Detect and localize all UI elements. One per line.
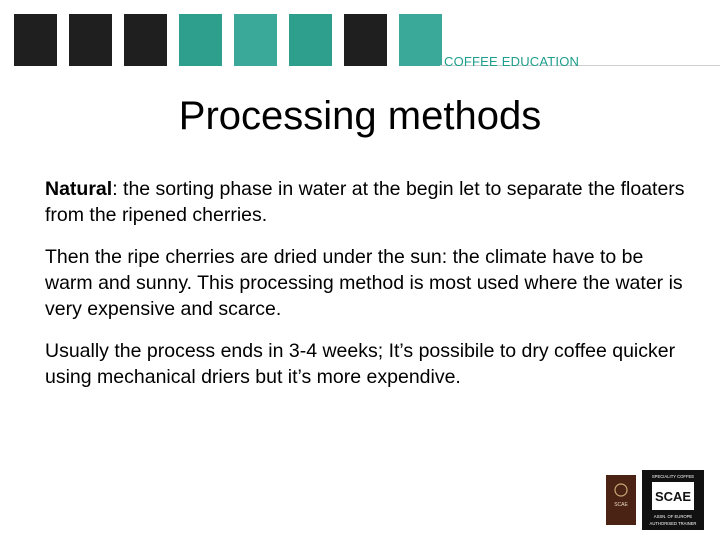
trainer-logo-line3: ASSN. OF EUROPE (653, 514, 693, 519)
banner-square (399, 14, 442, 66)
paragraph-duration: Usually the process ends in 3-4 weeks; It’s possibile to dry coffee quicker using mechanical driers but it’s more expendive. (45, 340, 676, 388)
paragraph-natural (45, 176, 695, 228)
authorised-trainer-logo (642, 470, 704, 530)
scae-diploma-logo (606, 475, 636, 525)
banner-square (289, 14, 332, 66)
trainer-logo-line1: SPECIALITY COFFEE (651, 474, 695, 479)
header-banner (0, 0, 720, 70)
banner-square (234, 14, 277, 66)
slide-body (45, 176, 695, 406)
slide-title: Processing methods (178, 94, 542, 138)
banner-square (179, 14, 222, 66)
banner-square (344, 14, 387, 66)
trainer-logo-line4: AUTHORISED TRAINER (649, 521, 697, 526)
banner-square (14, 14, 57, 66)
trainer-logo-line2: SCAE (654, 489, 692, 504)
natural-description: : the sorting phase in water at the begin let to separate the floaters from the ripened cherries. (45, 178, 685, 226)
banner-label: COFFEE EDUCATION (444, 54, 580, 69)
footer-logos (606, 470, 706, 530)
paragraph-sun-drying: Then the ripe cherries are dried under the sun: the climate have to be warm and sunny. This processing method is most used where the water is very expensive and scarce. (45, 246, 683, 320)
scae-logo-text: SCAE (614, 502, 628, 508)
natural-term: Natural (45, 178, 113, 200)
banner-square (124, 14, 167, 66)
banner-square (69, 14, 112, 66)
